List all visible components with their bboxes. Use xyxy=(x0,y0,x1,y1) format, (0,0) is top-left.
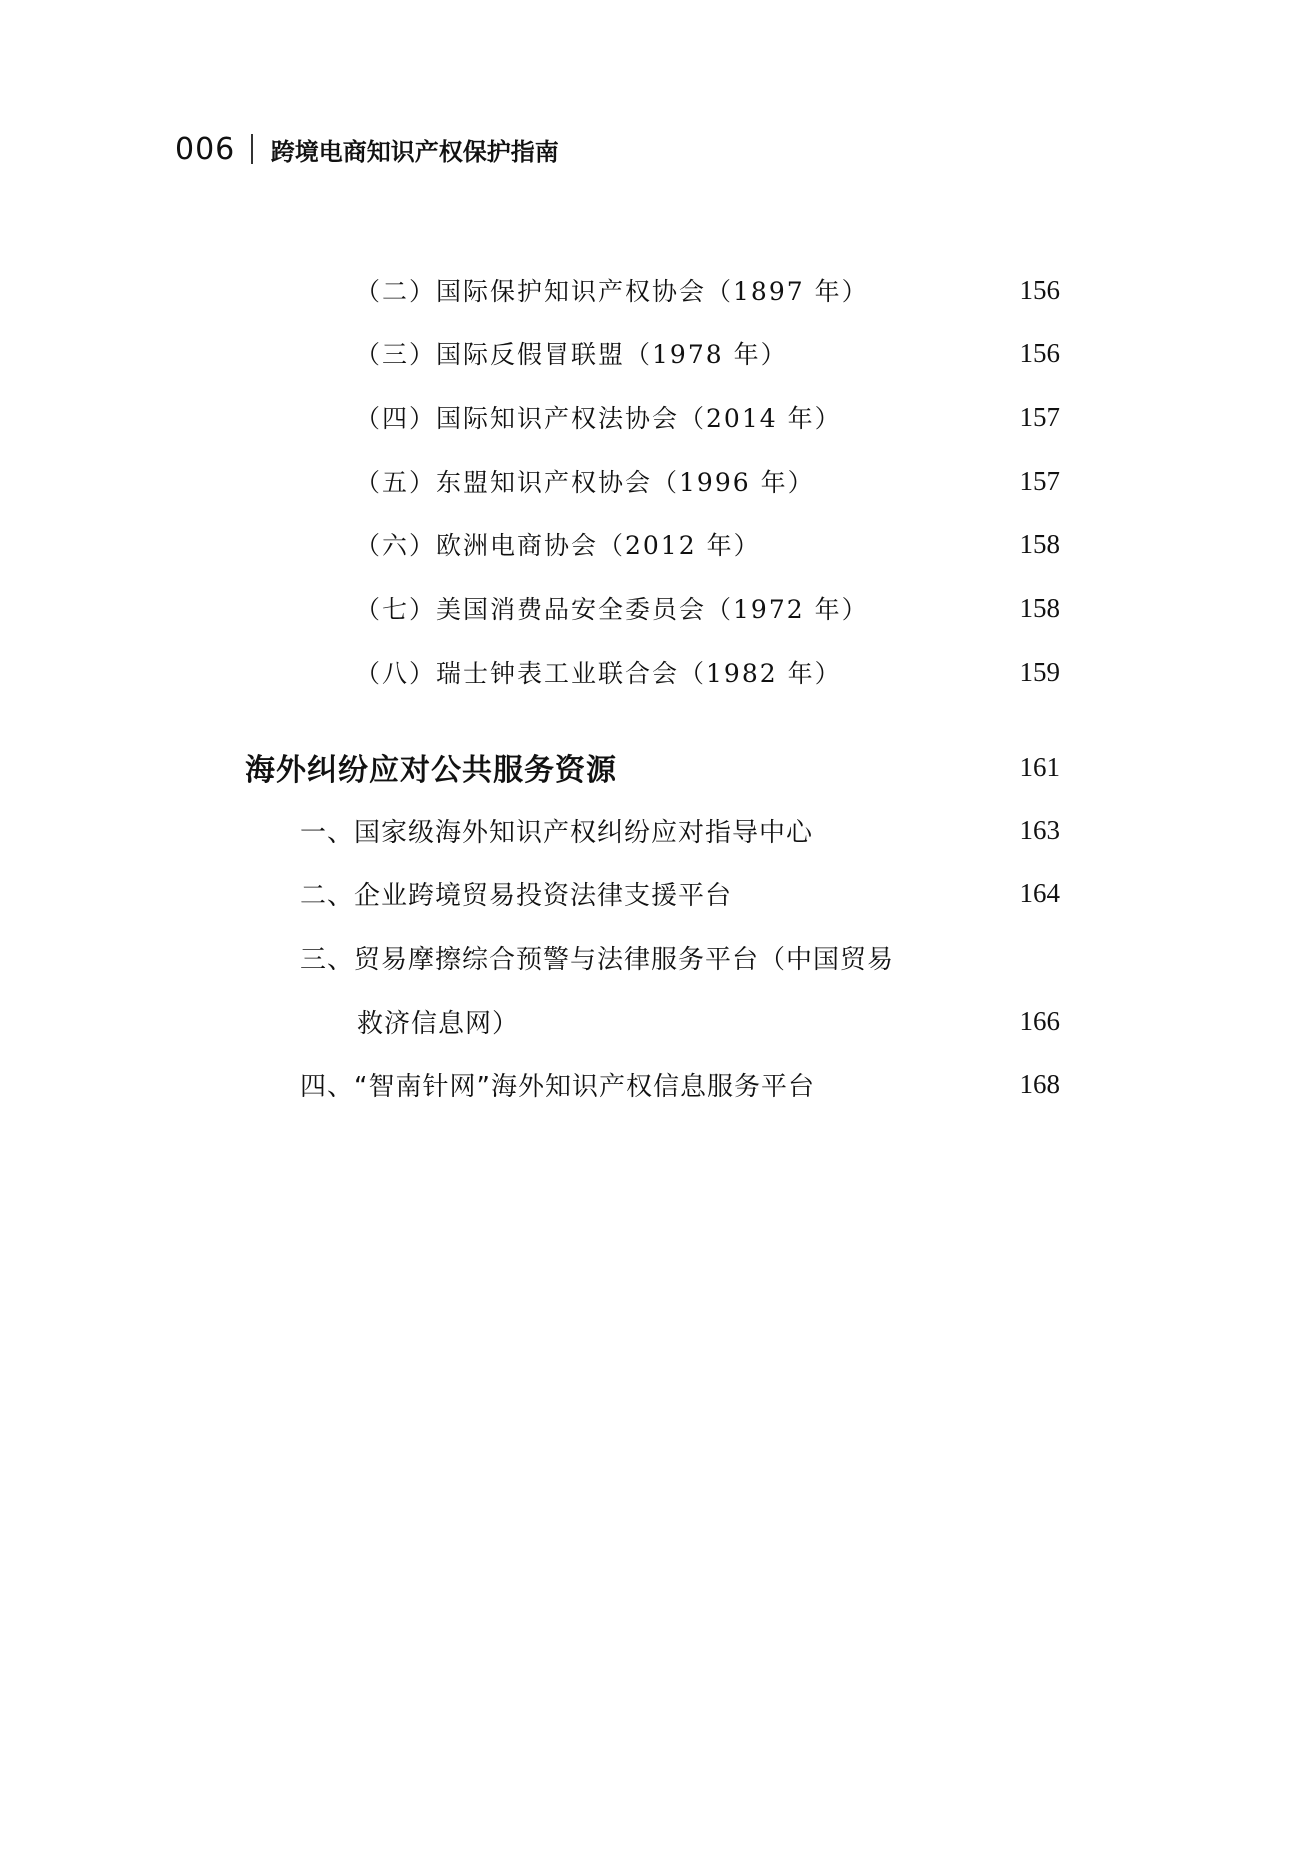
toc-section-title: 二、企业跨境贸易投资法律支援平台 xyxy=(300,880,733,911)
toc-entry-title: （四）国际知识产权法协会（2014 年） xyxy=(355,404,842,433)
toc-section-continuation[interactable] xyxy=(357,1001,1060,1041)
toc-section[interactable] xyxy=(300,1064,1060,1104)
toc-section-page: 164 xyxy=(1019,877,1060,908)
toc-entry-title: （六）欧洲电商协会（2012 年） xyxy=(355,531,761,560)
toc-section[interactable] xyxy=(300,873,1060,913)
toc-entry-page: 159 xyxy=(1019,656,1060,687)
toc-section-title: 三、贸易摩擦综合预警与法律服务平台（中国贸易 xyxy=(300,944,895,975)
toc-entry-page: 158 xyxy=(1019,528,1060,559)
toc-section-title: 救济信息网） xyxy=(357,1008,520,1039)
toc-entry-page: 156 xyxy=(1019,337,1060,368)
toc-section[interactable] xyxy=(300,937,1060,977)
toc-entry[interactable] xyxy=(355,397,1060,437)
toc-entry[interactable] xyxy=(355,652,1060,692)
book-title: 跨境电商知识产权保护指南 xyxy=(270,136,559,166)
toc-entry-title: （七）美国消费品安全委员会（1972 年） xyxy=(355,595,869,624)
header-divider xyxy=(251,134,253,164)
toc-entry-title: （八）瑞士钟表工业联合会（1982 年） xyxy=(355,659,842,688)
toc-chapter-title: 海外纠纷应对公共服务资源 xyxy=(245,753,617,788)
toc-entry-page: 156 xyxy=(1019,274,1060,305)
toc-section-page: 166 xyxy=(1019,1005,1060,1036)
toc-chapter-page: 161 xyxy=(1019,751,1060,782)
toc-entry[interactable] xyxy=(355,461,1060,501)
page-number: 006 xyxy=(175,131,236,167)
toc-entry-page: 157 xyxy=(1019,465,1060,496)
toc-section-title: 四、“智南针网”海外知识产权信息服务平台 xyxy=(300,1071,815,1102)
toc-entry[interactable] xyxy=(355,270,1060,310)
toc-entry[interactable] xyxy=(355,333,1060,373)
running-header xyxy=(175,128,559,170)
toc-entry[interactable] xyxy=(355,588,1060,628)
toc-entry-title: （三）国际反假冒联盟（1978 年） xyxy=(355,340,788,369)
toc-entry-page: 157 xyxy=(1019,401,1060,432)
toc-entry-title: （五）东盟知识产权协会（1996 年） xyxy=(355,468,815,497)
toc-entry[interactable] xyxy=(355,524,1060,564)
toc-section-title: 一、国家级海外知识产权纠纷应对指导中心 xyxy=(300,817,814,848)
toc-entry-title: （二）国际保护知识产权协会（1897 年） xyxy=(355,277,869,306)
toc-section[interactable] xyxy=(300,810,1060,850)
toc-section-page: 168 xyxy=(1019,1068,1060,1099)
toc-chapter[interactable] xyxy=(245,747,1060,787)
toc-section-page: 163 xyxy=(1019,814,1060,845)
toc-entry-page: 158 xyxy=(1019,592,1060,623)
